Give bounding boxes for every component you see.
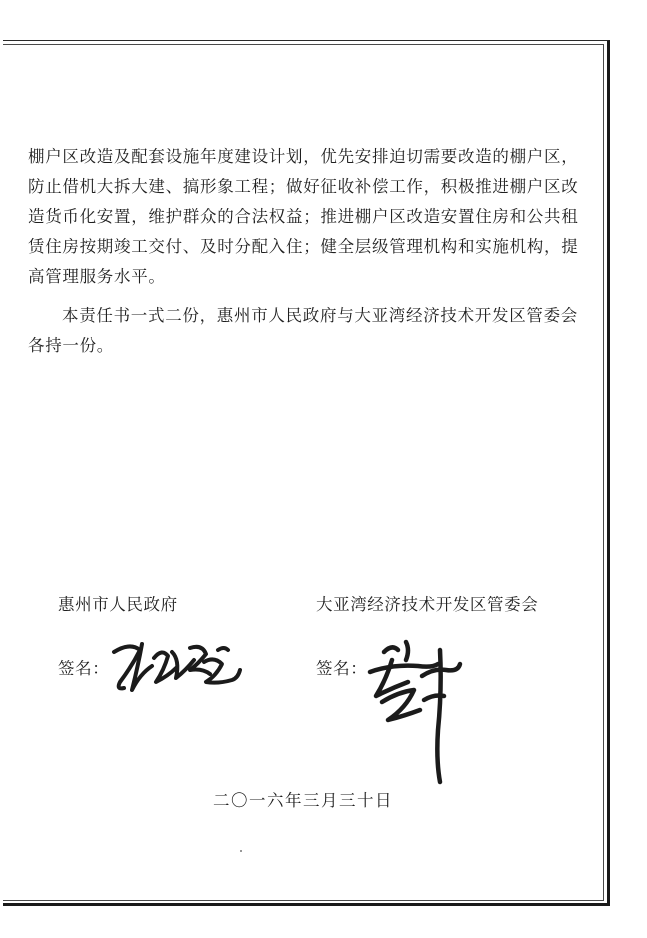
handwritten-signature-left — [102, 630, 252, 705]
handwritten-signature-right — [362, 630, 472, 790]
scan-speck — [240, 850, 242, 852]
party-left-name: 惠州市人民政府 — [58, 595, 178, 614]
body-paragraph-2: 本责任书一式二份，惠州市人民政府与大亚湾经济技术开发区管委会各持一份。 — [28, 306, 578, 355]
party-right-name: 大亚湾经济技术开发区管委会 — [316, 595, 539, 614]
signature-label-left: 签名： — [58, 659, 110, 678]
body-paragraph-1: 棚户区改造及配套设施年度建设计划，优先安排迫切需要改造的棚户区，防止借机大拆大建、搞形象工程；做好征收补偿工作，积极推进棚户区改造货币化安置，维护群众的合法权益；推进棚户区改造安置住房和公共租赁住房按期竣工交付、及时分配入住；健全层级管理机构和实施机构，提高管理服务水平。 — [28, 147, 579, 286]
signing-date: 二〇一六年三月三十日 — [213, 791, 393, 810]
signature-label-right: 签名： — [316, 659, 368, 678]
